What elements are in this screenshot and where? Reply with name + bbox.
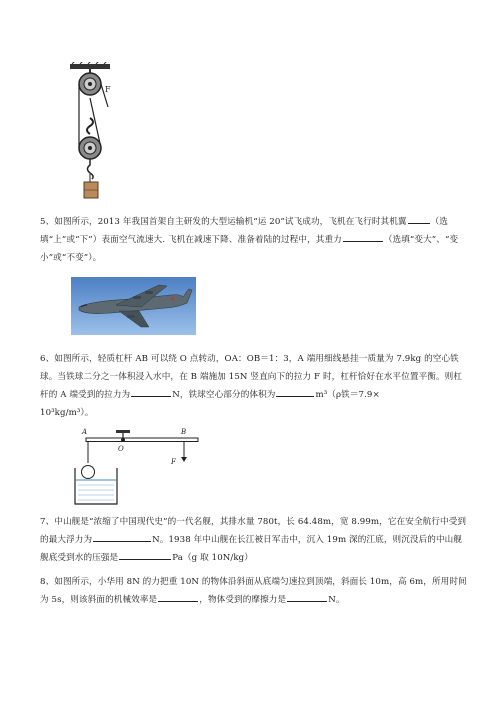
- pulley-force-label: F: [105, 85, 111, 94]
- q7-blank-1[interactable]: [93, 531, 151, 542]
- q5-blank-1[interactable]: [408, 213, 430, 224]
- q6-text-4: 10³kg/m³）。: [40, 408, 94, 418]
- q7-blank-2[interactable]: [119, 549, 171, 560]
- lever-figure: [72, 428, 212, 508]
- question-6: [40, 350, 470, 422]
- airplane-photo: [71, 277, 196, 335]
- lever-label-B: B: [181, 428, 187, 436]
- q6-blank-2[interactable]: [276, 386, 314, 397]
- q5-blank-2[interactable]: [343, 231, 383, 242]
- question-8: [40, 573, 470, 609]
- q8-text-2: ，物体受到的摩擦力是: [199, 595, 287, 605]
- q7-text-2: N。1938 年中山舰在长江被日军击中，沉入 19m 深的江底，则沉没后的中山舰舰底受到水的压强是: [40, 535, 463, 563]
- question-5: [40, 213, 470, 267]
- q8-blank-2[interactable]: [287, 591, 327, 602]
- lever-label-A: A: [82, 428, 88, 436]
- q7-text-1: 7、中山舰是“浓缩了中国现代史”的一代名舰，其排水量 780t，长 64.48m，宽 8.99m，它在安全航行中受到的最大浮力为: [40, 517, 467, 545]
- pulley-figure: [60, 62, 130, 202]
- q7-text-3: Pa（g 取 10N/kg）: [172, 553, 253, 563]
- lever-label-O: O: [118, 445, 124, 453]
- q6-text-3: m³（ρ铁＝7.9×: [315, 390, 380, 400]
- q5-text-1: 5、如图所示，2013 年我国首架自主研发的大型运输机“运 20”试飞成功，飞机在飞行时其机翼: [40, 217, 407, 227]
- question-7: [40, 513, 470, 567]
- q6-text-2: N，铁球空心部分的体积为: [172, 390, 276, 400]
- q8-blank-1[interactable]: [158, 591, 198, 602]
- q5-text-2: （选填“上”或“下”）表面空气流速大. 飞机在减速下降、准备着陆的过程中，其重力: [40, 217, 448, 245]
- q8-text-1: 8、如图所示，小华用 8N 的力把重 10N 的物体沿斜面从底端匀速拉到顶端，斜面长 10m，高 6m，所用时间为 5s，则该斜面的机械效率是: [40, 577, 467, 605]
- q8-text-3: N。: [328, 595, 345, 605]
- lever-label-F: F: [171, 458, 176, 466]
- q6-blank-1[interactable]: [131, 386, 171, 397]
- q6-text-1: 6、如图所示，轻质杠杆 AB 可以绕 O 点转动，OA：OB＝1：3，A 端用细线悬挂一质量为 7.9kg 的空心铁球。当铁球二分之一体积浸入水中，在 B 端施加 15N 竖直向下的拉力 F 时，杠杆恰好在水平位置平衡。则杠杆的 A 端受到的拉力为: [40, 354, 463, 400]
- q5-text-3: （选填“变大”、“变小”或“不变”）。: [40, 235, 459, 263]
